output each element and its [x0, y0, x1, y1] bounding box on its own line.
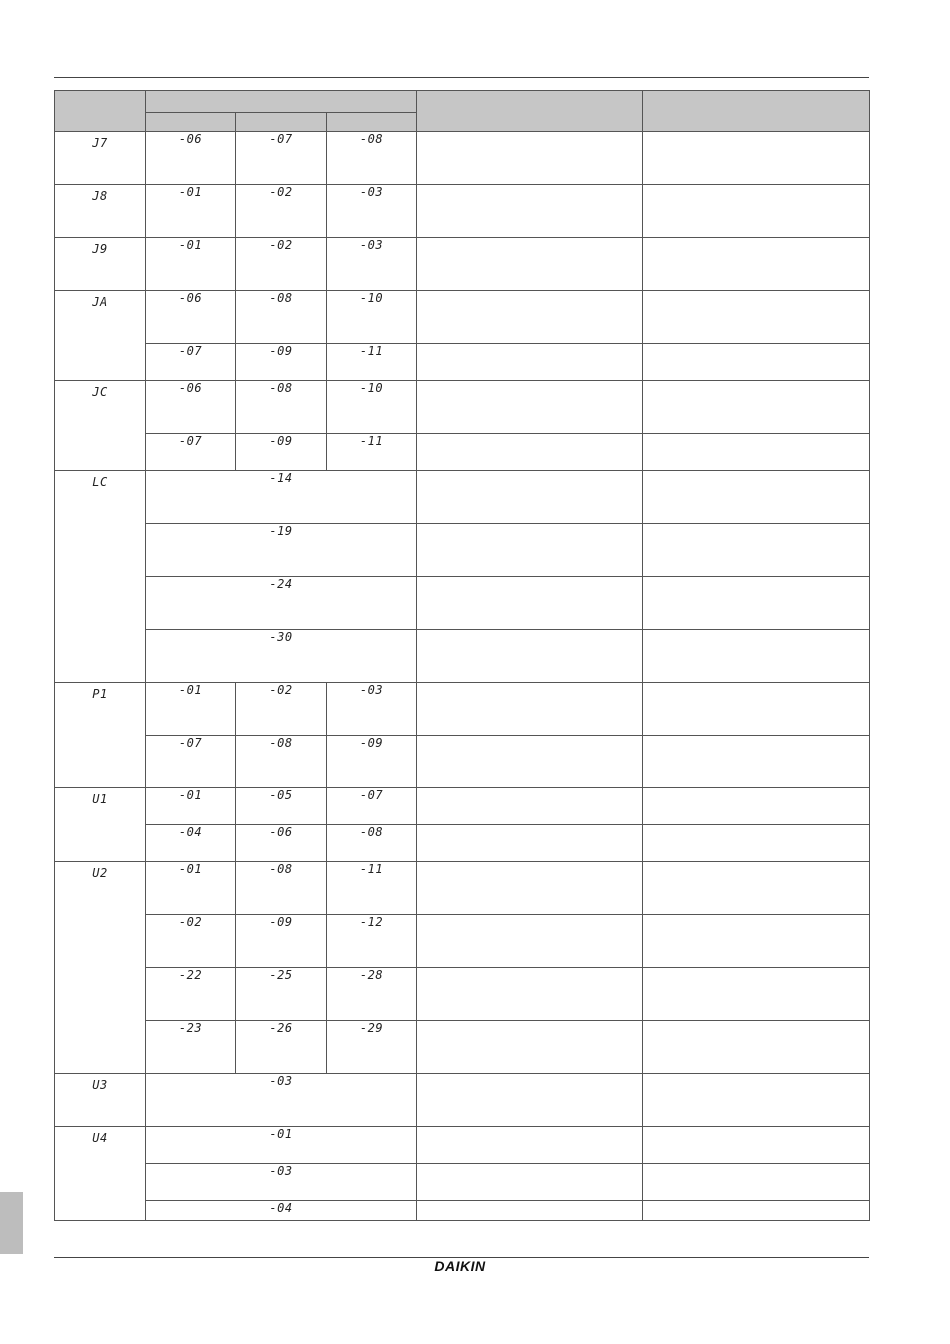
sub-code-cell: -01	[146, 683, 236, 736]
daikin-logo: DAIKIN	[434, 1258, 486, 1274]
description-cell	[417, 344, 643, 381]
description-cell	[417, 1201, 643, 1221]
sub-code-cell: -03	[146, 1074, 417, 1127]
remarks-cell	[643, 683, 870, 736]
sub-code-cell: -06	[146, 132, 236, 185]
side-tab-marker	[0, 1192, 23, 1254]
header-description-cell	[417, 91, 643, 132]
sub-code-cell: -11	[327, 862, 417, 915]
sub-code-cell: -10	[327, 291, 417, 344]
sub-code-cell: -03	[327, 238, 417, 291]
table-row	[55, 1074, 870, 1127]
sub-code-cell: -07	[236, 132, 327, 185]
remarks-cell	[643, 630, 870, 683]
sub-code-cell: -06	[146, 381, 236, 434]
error-code-table	[54, 90, 870, 1221]
sub-code-cell: -08	[236, 862, 327, 915]
description-cell	[417, 381, 643, 434]
description-cell	[417, 788, 643, 825]
header-main-code-cell	[55, 91, 146, 132]
table-header-row	[55, 91, 870, 113]
remarks-cell	[643, 825, 870, 862]
remarks-cell	[643, 736, 870, 788]
remarks-cell	[643, 1201, 870, 1221]
table-row	[55, 1164, 870, 1201]
sub-code-cell: -30	[146, 630, 417, 683]
sub-code-cell: -07	[146, 434, 236, 471]
header-sub-code-cell	[146, 91, 417, 113]
main-code-cell: U1	[55, 788, 146, 862]
remarks-cell	[643, 915, 870, 968]
description-cell	[417, 1164, 643, 1201]
remarks-cell	[643, 185, 870, 238]
table-row	[55, 471, 870, 524]
description-cell	[417, 524, 643, 577]
table-row	[55, 344, 870, 381]
sub-code-cell: -23	[146, 1021, 236, 1074]
remarks-cell	[643, 1127, 870, 1164]
sub-code-cell: -22	[146, 968, 236, 1021]
sub-code-cell: -03	[146, 1164, 417, 1201]
description-cell	[417, 1127, 643, 1164]
remarks-cell	[643, 524, 870, 577]
table-row	[55, 736, 870, 788]
description-cell	[417, 683, 643, 736]
description-cell	[417, 434, 643, 471]
sub-code-cell: -04	[146, 1201, 417, 1221]
description-cell	[417, 736, 643, 788]
sub-code-cell: -01	[146, 788, 236, 825]
sub-code-cell: -03	[327, 185, 417, 238]
sub-code-cell: -24	[146, 577, 417, 630]
remarks-cell	[643, 1164, 870, 1201]
main-code-cell: U4	[55, 1127, 146, 1221]
remarks-cell	[643, 1021, 870, 1074]
sub-code-cell: -05	[236, 788, 327, 825]
description-cell	[417, 1021, 643, 1074]
remarks-cell	[643, 788, 870, 825]
sub-code-cell: -11	[327, 344, 417, 381]
sub-code-cell: -11	[327, 434, 417, 471]
table-row	[55, 1127, 870, 1164]
sub-code-cell: -08	[236, 381, 327, 434]
sub-code-cell: -09	[236, 434, 327, 471]
description-cell	[417, 577, 643, 630]
sub-code-cell: -06	[146, 291, 236, 344]
table-row	[55, 683, 870, 736]
sub-code-cell: -08	[327, 132, 417, 185]
table-row	[55, 630, 870, 683]
remarks-cell	[643, 862, 870, 915]
remarks-cell	[643, 434, 870, 471]
table-row	[55, 825, 870, 862]
table-row	[55, 577, 870, 630]
table-row	[55, 185, 870, 238]
sub-code-cell: -02	[146, 915, 236, 968]
table-row	[55, 524, 870, 577]
main-code-cell: J7	[55, 132, 146, 185]
description-cell	[417, 862, 643, 915]
table-row	[55, 968, 870, 1021]
sub-code-cell: -26	[236, 1021, 327, 1074]
sub-code-cell: -09	[236, 344, 327, 381]
sub-code-cell: -01	[146, 238, 236, 291]
sub-code-cell: -07	[146, 736, 236, 788]
main-code-cell: J8	[55, 185, 146, 238]
sub-code-cell: -29	[327, 1021, 417, 1074]
table-row	[55, 1021, 870, 1074]
remarks-cell	[643, 344, 870, 381]
description-cell	[417, 132, 643, 185]
header-sub-code-col-2	[236, 113, 327, 132]
header-sub-code-col-3	[327, 113, 417, 132]
table-row	[55, 132, 870, 185]
sub-code-cell: -07	[327, 788, 417, 825]
sub-code-cell: -01	[146, 1127, 417, 1164]
sub-code-cell: -06	[236, 825, 327, 862]
sub-code-cell: -08	[236, 736, 327, 788]
main-code-cell: LC	[55, 471, 146, 683]
description-cell	[417, 630, 643, 683]
table-row	[55, 238, 870, 291]
header-rule	[54, 77, 869, 78]
remarks-cell	[643, 1074, 870, 1127]
sub-code-cell: -12	[327, 915, 417, 968]
remarks-cell	[643, 968, 870, 1021]
sub-code-cell: -01	[146, 185, 236, 238]
main-code-cell: P1	[55, 683, 146, 788]
sub-code-cell: -04	[146, 825, 236, 862]
remarks-cell	[643, 577, 870, 630]
header-remarks-cell	[643, 91, 870, 132]
sub-code-cell: -09	[236, 915, 327, 968]
description-cell	[417, 1074, 643, 1127]
description-cell	[417, 471, 643, 524]
table-row	[55, 381, 870, 434]
main-code-cell: JA	[55, 291, 146, 381]
table-row	[55, 1201, 870, 1221]
remarks-cell	[643, 471, 870, 524]
sub-code-cell: -03	[327, 683, 417, 736]
description-cell	[417, 825, 643, 862]
table-body	[55, 132, 870, 1221]
main-code-cell: U3	[55, 1074, 146, 1127]
sub-code-cell: -01	[146, 862, 236, 915]
remarks-cell	[643, 381, 870, 434]
table-row	[55, 291, 870, 344]
sub-code-cell: -07	[146, 344, 236, 381]
sub-code-cell: -09	[327, 736, 417, 788]
sub-code-cell: -28	[327, 968, 417, 1021]
sub-code-cell: -08	[236, 291, 327, 344]
description-cell	[417, 185, 643, 238]
remarks-cell	[643, 291, 870, 344]
sub-code-cell: -02	[236, 185, 327, 238]
description-cell	[417, 968, 643, 1021]
table-row	[55, 915, 870, 968]
table-row	[55, 862, 870, 915]
sub-code-cell: -10	[327, 381, 417, 434]
remarks-cell	[643, 238, 870, 291]
sub-code-cell: -02	[236, 683, 327, 736]
sub-code-cell: -02	[236, 238, 327, 291]
description-cell	[417, 915, 643, 968]
main-code-cell: JC	[55, 381, 146, 471]
remarks-cell	[643, 132, 870, 185]
sub-code-cell: -14	[146, 471, 417, 524]
sub-code-cell: -25	[236, 968, 327, 1021]
header-sub-code-col-1	[146, 113, 236, 132]
main-code-cell: U2	[55, 862, 146, 1074]
table-row	[55, 434, 870, 471]
table-row	[55, 788, 870, 825]
main-code-cell: J9	[55, 238, 146, 291]
description-cell	[417, 238, 643, 291]
sub-code-cell: -19	[146, 524, 417, 577]
sub-code-cell: -08	[327, 825, 417, 862]
description-cell	[417, 291, 643, 344]
